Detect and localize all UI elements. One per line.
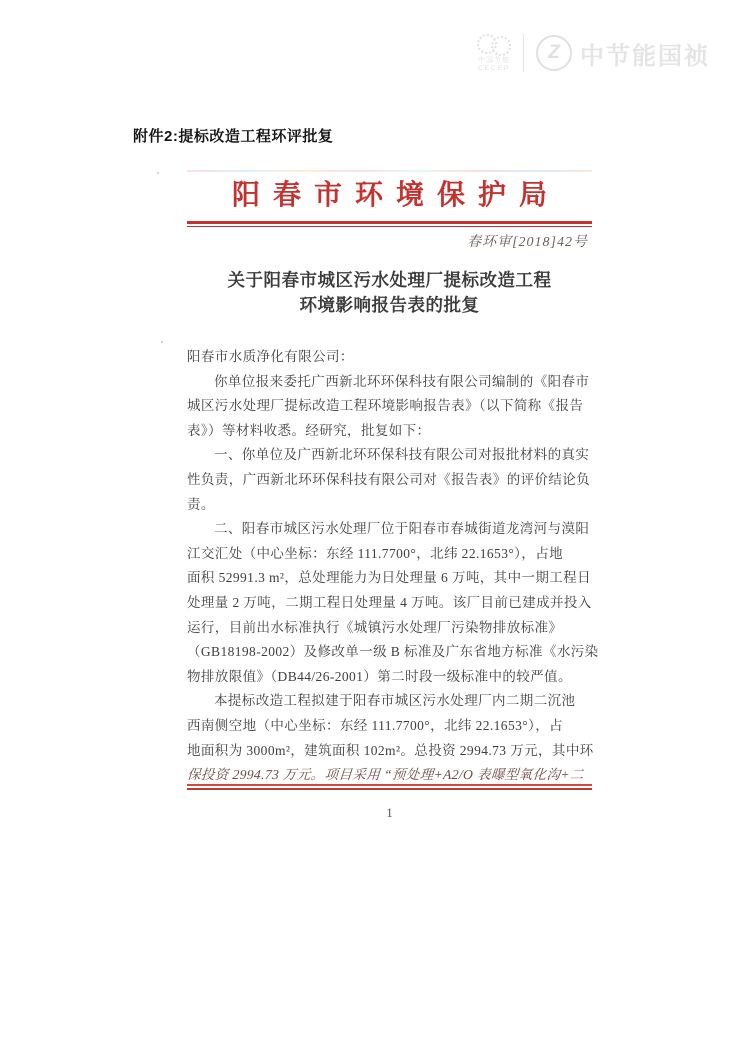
document-body-line: 处理量 2 万吨，二期工程日处理量 4 万吨。该厂目前已建成并投入 <box>187 594 592 610</box>
scan-speck: ' <box>157 171 159 182</box>
document-body-line: 一、你单位及广西新北环环保科技有限公司对报批材料的真实 <box>214 447 590 463</box>
cecep-en-label: CECEP <box>477 64 511 72</box>
page-number: 1 <box>386 805 393 820</box>
document-title-line2: 环境影响报告表的批复 <box>299 295 480 315</box>
document-body-line: 表》）等材料收悉。经研究，批复如下： <box>187 422 431 438</box>
logo-divider <box>523 34 524 72</box>
scan-speck: ' <box>161 340 163 351</box>
scan-edge-artifact <box>187 170 592 172</box>
guozhen-z-icon: Z <box>536 35 572 71</box>
document-body-line: 运行，目前出水标准执行《城镇污水处理厂污染物排放标准》 <box>187 619 563 635</box>
document-body <box>186 345 599 788</box>
cecep-rings-icon <box>477 34 511 54</box>
document-body-line: 二、阳春市城区污水处理厂位于阳春市春城街道龙湾河与漠阳 <box>214 521 590 537</box>
document-body-line: （GB18198-2002）及修改单一级 B 标准及广东省地方标准《水污染 <box>187 644 599 660</box>
corporate-logo <box>477 28 710 78</box>
document-title <box>187 268 592 318</box>
document-body-line: 本提标改造工程拟建于阳春市城区污水处理厂内二期二沉池 <box>214 693 576 709</box>
document-body-line: 面积 52991.3 m²，总处理能力为日处理量 6 万吨，其中一期工程日 <box>187 570 591 586</box>
document-body-line: 保投资 2994.73 万元。项目采用 “预处理+A2/O 表曝型氧化沟+二 <box>186 767 585 783</box>
document-body-line: 性负责，广西新北环环保科技有限公司对《报告表》的评价结论负 <box>187 471 591 487</box>
guozhen-logo <box>536 35 710 71</box>
document-body-line: 地面积为 3000m²，建筑面积 102m²。总投资 2994.73 万元，其中环 <box>187 742 594 758</box>
document-number: 春环审[2018]42号 <box>467 235 588 250</box>
bureau-title: 阳春市环境保护局 <box>231 180 560 211</box>
document-body-line: 西南侧空地（中心坐标：东经 111.7700°，北纬 22.1653°），占 <box>187 717 563 733</box>
document-title-line1: 关于阳春市城区污水处理厂提标改造工程 <box>227 270 552 290</box>
document-body-line: 江交汇处（中心坐标：东经 111.7700°，北纬 22.1653°），占地 <box>187 545 563 561</box>
scanned-document <box>186 170 599 821</box>
header-rule-thin <box>187 226 592 227</box>
attachment-heading: 附件2:提标改造工程环评批复 <box>133 128 334 145</box>
document-body-line: 阳春市水质净化有限公司： <box>187 349 354 364</box>
document-body-line: 责。 <box>187 496 215 512</box>
cecep-logo <box>477 34 511 73</box>
page-cut-redline-bottom <box>187 788 592 790</box>
cecep-cn-label: 中国节能 <box>478 56 510 64</box>
document-body-line: 城区污水处理厂提标改造工程环境影响报告表》（以下简称《报告 <box>187 398 584 414</box>
document-body-line: 物排放限值》（DB44/26-2001）第二时段一级标准中的较严值。 <box>187 668 572 684</box>
document-body-line: 你单位报来委托广西新北环环保科技有限公司编制的《阳春市 <box>214 373 590 389</box>
header-rule-thick <box>187 221 592 224</box>
guozhen-name: 中节能国祯 <box>580 42 710 70</box>
